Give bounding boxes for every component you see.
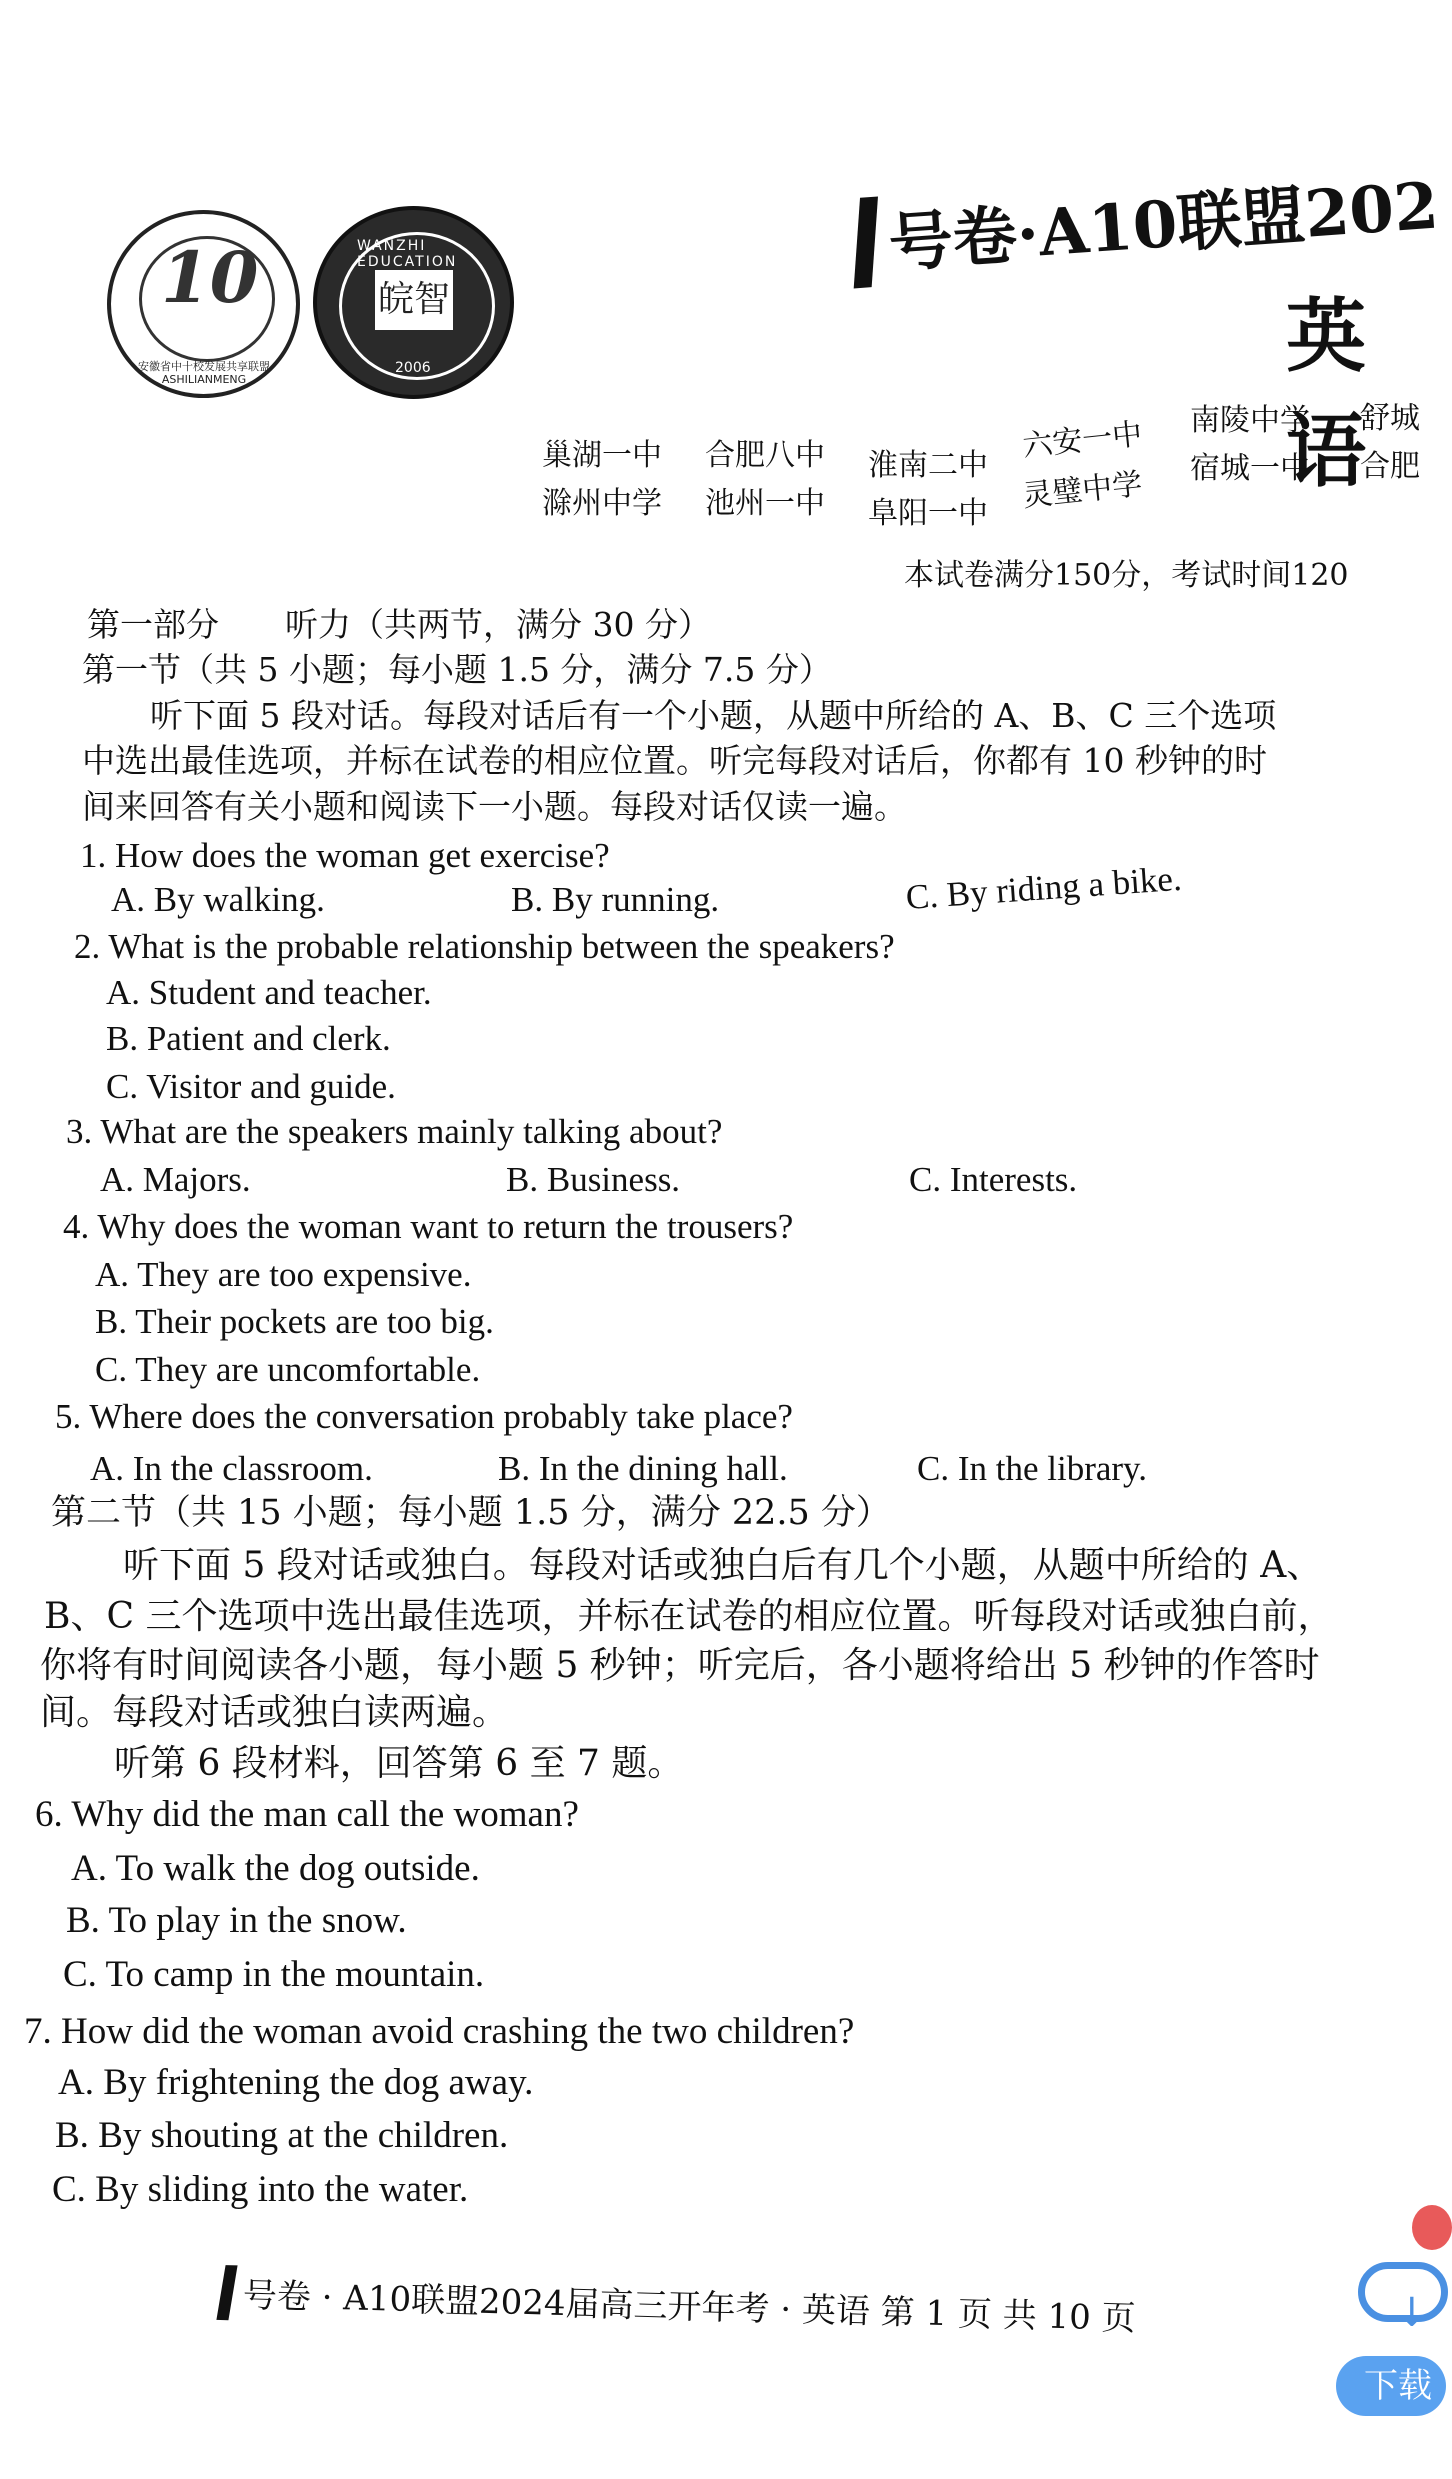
- option: B. By running.: [511, 880, 720, 919]
- option: B. To play in the snow.: [66, 1900, 407, 1941]
- section1-heading: 第一节（共 5 小题；每小题 1.5 分，满分 7.5 分）: [82, 650, 832, 689]
- question-5: 5. Where does the conversation probably take place?: [55, 1397, 793, 1436]
- option: C. In the library.: [917, 1449, 1148, 1488]
- school: 阜阳一中: [868, 496, 988, 531]
- section2-instructions: 间。每段对话或独白读两遍。: [40, 1692, 509, 1733]
- exam-info: 本试卷满分150分，考试时间120: [904, 558, 1349, 593]
- option: A. In the classroom.: [90, 1449, 373, 1488]
- school: 灵璧中学: [1020, 466, 1144, 515]
- option: A. Student and teacher.: [106, 973, 432, 1012]
- section2-instructions: 听下面 5 段对话或独白。每段对话或独白后有几个小题，从题中所给的 A、: [123, 1545, 1323, 1586]
- exam-title: [854, 155, 1442, 288]
- option: A. To walk the dog outside.: [71, 1848, 480, 1889]
- option: B. Patient and clerk.: [106, 1019, 391, 1058]
- question-3: 3. What are the speakers mainly talking about?: [66, 1112, 723, 1151]
- school: 巢湖一中: [542, 438, 662, 473]
- part1-heading: 第一部分 听力（共两节，满分 30 分）: [87, 605, 711, 644]
- question-4: 4. Why does the woman want to return the trousers?: [63, 1207, 794, 1246]
- school: 合肥: [1360, 449, 1420, 484]
- option: C. Interests.: [909, 1160, 1078, 1199]
- option: B. Business.: [506, 1160, 681, 1199]
- material-note: 听第 6 段材料，回答第 6 至 7 题。: [114, 1743, 684, 1784]
- arrow-down-icon: ↓: [1395, 2290, 1429, 2336]
- brand-mark-icon: [216, 2265, 237, 2320]
- section2-instructions: B、C 三个选项中选出最佳选项，并标在试卷的相应位置。听每段对话或独白前，: [44, 1596, 1334, 1637]
- alliance-logo: 10 安徽省中十校发展共享联盟 ASHILIANMENG: [107, 210, 300, 398]
- option: C. To camp in the mountain.: [63, 1954, 485, 1995]
- notification-badge[interactable]: [1412, 2205, 1452, 2250]
- option: A. By walking.: [111, 880, 325, 919]
- question-2: 2. What is the probable relationship between the speakers?: [74, 927, 895, 966]
- section1-instructions: 间来回答有关小题和阅读下一小题。每段对话仅读一遍。: [82, 787, 907, 826]
- question-6: 6. Why did the man call the woman?: [35, 1794, 579, 1835]
- wanzhi-education-logo: WANZHI EDUCATION 皖智 2006: [313, 206, 514, 399]
- question-7: 7. How did the woman avoid crashing the two children?: [24, 2011, 855, 2052]
- school: 淮南二中: [868, 448, 988, 483]
- section1-instructions: 中选出最佳选项，并标在试卷的相应位置。听完每段对话后，你都有 10 秒钟的时: [82, 741, 1267, 780]
- school: 合肥八中: [705, 438, 825, 473]
- option: A. Majors.: [100, 1160, 251, 1199]
- option: B. In the dining hall.: [498, 1449, 788, 1488]
- download-button[interactable]: 下载: [1336, 2356, 1446, 2416]
- alliance-logo-text: 安徽省中十校发展共享联盟 ASHILIANMENG: [138, 360, 270, 386]
- option: B. By shouting at the children.: [55, 2115, 509, 2156]
- school: 舒城: [1360, 401, 1420, 436]
- footer-text: 号卷 · A10联盟2024届高三开年考 · 英语 第 1 页 共 10 页: [242, 2275, 1137, 2339]
- exam-title-text: 号卷·A10联盟202: [886, 168, 1441, 282]
- school: 滁州中学: [542, 486, 662, 521]
- page-footer: [220, 2265, 1136, 2344]
- option: A. They are too expensive.: [95, 1255, 472, 1294]
- school: 南陵中学: [1190, 403, 1310, 438]
- section2-heading: 第二节（共 15 小题；每小题 1.5 分，满分 22.5 分）: [51, 1493, 891, 1533]
- option: B. Their pockets are too big.: [95, 1302, 494, 1341]
- subject-title: 英语: [1286, 289, 1366, 498]
- section1-instructions: 听下面 5 段对话。每段对话后有一个小题，从题中所给的 A、B、C 三个选项: [150, 696, 1277, 735]
- school: 六安一中: [1020, 416, 1144, 465]
- option: C. By riding a bike.: [904, 858, 1183, 917]
- school: 宿城一中: [1190, 451, 1310, 486]
- question-1: 1. How does the woman get exercise?: [80, 836, 610, 875]
- option: C. By sliding into the water.: [52, 2169, 469, 2210]
- brand-mark-icon: [854, 197, 878, 289]
- option: C. They are uncomfortable.: [95, 1350, 481, 1389]
- option: C. Visitor and guide.: [106, 1067, 396, 1106]
- section2-instructions: 你将有时间阅读各小题，每小题 5 秒钟；听完后，各小题将给出 5 秒钟的作答时: [40, 1645, 1320, 1686]
- option: A. By frightening the dog away.: [58, 2062, 534, 2103]
- school: 池州一中: [705, 486, 825, 521]
